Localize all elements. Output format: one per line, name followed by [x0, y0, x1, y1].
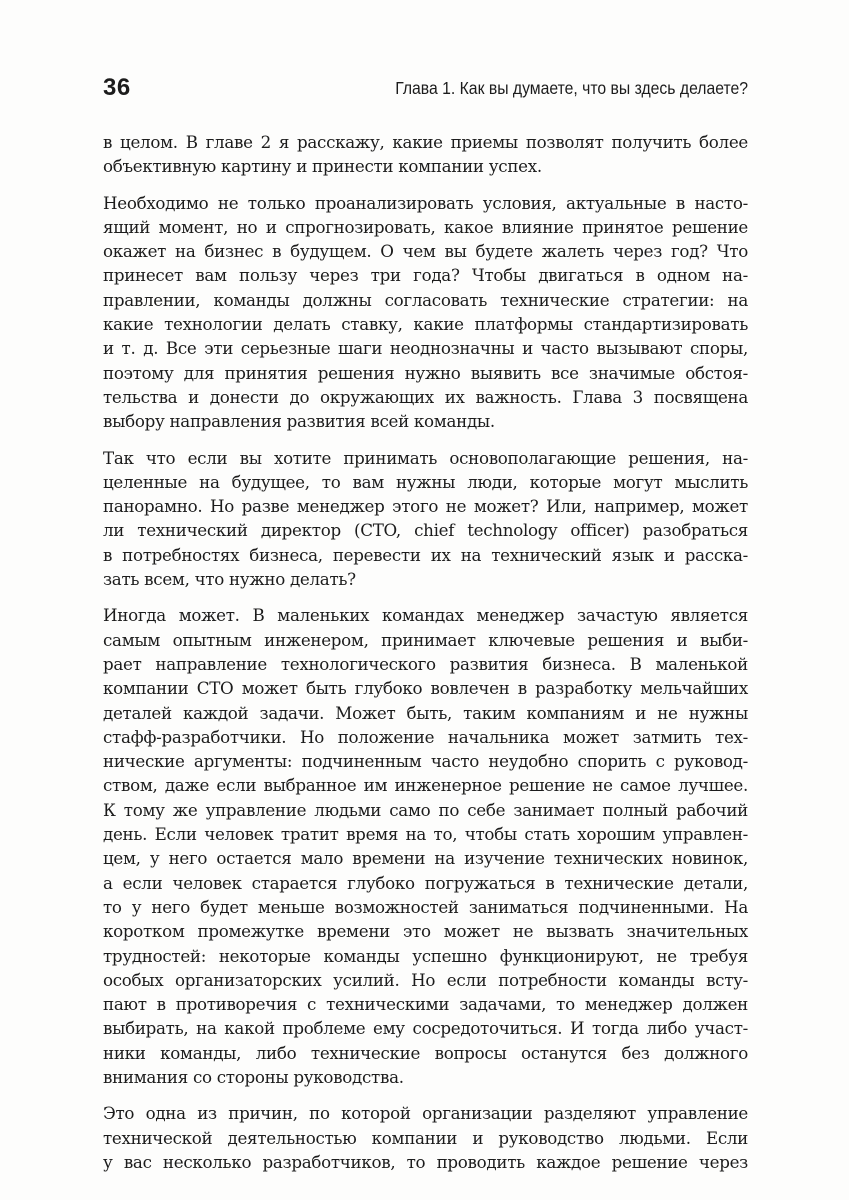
text-line: самым опытным инженером, принимает ключевые решения и выби-	[103, 629, 748, 650]
text-line: у вас несколько разработчиков, то проводить каждое решение через	[103, 1151, 748, 1172]
text-line: объективную картину и принести компании успех.	[103, 156, 542, 177]
text-line: окажет на бизнес в будущем. О чем вы будете жалеть через год? Что	[103, 241, 748, 262]
text-line: нические аргументы: подчиненным часто неудобно спорить с руковод-	[103, 751, 748, 772]
paragraph	[103, 1101, 748, 1174]
text-line: технической деятельностью компании и руководство людьми. Если	[103, 1127, 748, 1148]
text-line: Так что если вы хотите принимать основополагающие решения, на-	[103, 447, 748, 468]
paragraph	[103, 446, 748, 592]
text-line: ники команды, либо технические вопросы останутся без должного	[103, 1042, 748, 1063]
text-line: компании CTO может быть глубоко вовлечен в разработку мельчайших	[103, 678, 748, 699]
text-line: в целом. В главе 2 я расскажу, какие приемы позволят получить более	[103, 132, 748, 152]
text-line: то у него будет меньше возможностей заниматься подчиненными. На	[103, 896, 748, 917]
text-line: и т. д. Все эти серьезные шаги неоднозначны и часто вызывают споры,	[103, 338, 748, 359]
text-line: Иногда может. В маленьких командах менеджер зачастую является	[103, 605, 748, 626]
text-line: стафф-разработчики. Но положение начальника может затмить тех-	[103, 726, 748, 747]
text-line: целенные на будущее, то вам нужны люди, которые могут мыслить	[103, 471, 748, 492]
text-line: день. Если человек тратит время на то, чтобы стать хорошим управлен-	[103, 824, 748, 845]
text-line: пают в противоречия с техническими задачами, то менеджер должен	[103, 994, 748, 1015]
running-head	[103, 74, 748, 104]
text-line: особых организаторских усилий. Но если потребности команды всту-	[103, 969, 748, 990]
text-line: панорамно. Но разве менеджер этого не может? Или, например, может	[103, 496, 748, 517]
paragraph	[103, 130, 748, 179]
text-line: цем, у него остается мало времени на изучение технических новинок,	[103, 848, 748, 869]
page-number: 36	[103, 74, 131, 101]
text-line: Это одна из причин, по которой организации разделяют управление	[103, 1103, 748, 1124]
body-text	[103, 130, 748, 1186]
text-line: выбирать, на какой проблеме ему сосредоточиться. И тогда либо участ-	[103, 1018, 748, 1039]
text-line: зать всем, что нужно делать?	[103, 569, 356, 590]
text-line: ли технический директор (CTO, chief technology officer) разобраться	[103, 520, 748, 541]
chapter-title: Глава 1. Как вы думаете, что вы здесь делаете?	[395, 78, 748, 98]
text-line: деталей каждой задачи. Может быть, таким компаниям и не нужны	[103, 702, 748, 723]
text-line: коротком промежутке времени это может не вызвать значительных	[103, 921, 748, 942]
text-line: К тому же управление людьми само по себе занимает полный рабочий	[103, 799, 748, 820]
text-line: принесет вам пользу через три года? Чтобы двигаться в одном на-	[103, 265, 748, 286]
text-line: какие технологии делать ставку, какие платформы стандартизировать	[103, 314, 748, 335]
text-line: трудностей: некоторые команды успешно функционируют, не требуя	[103, 945, 748, 966]
text-line: внимания со стороны руководства.	[103, 1066, 404, 1087]
text-line: рает направление технологического развития бизнеса. В маленькой	[103, 653, 748, 674]
text-line: правлении, команды должны согласовать технические стратегии: на	[103, 289, 748, 310]
text-line: ящий момент, но и спрогнозировать, какое влияние принятое решение	[103, 216, 748, 237]
text-line: тельства и донести до окружающих их важность. Глава 3 посвящена	[103, 386, 748, 407]
text-line: поэтому для принятия решения нужно выявить все значимые обстоя-	[103, 362, 748, 383]
text-line: выбору направления развития всей команды.	[103, 411, 495, 432]
paragraph	[103, 603, 748, 1089]
text-line: в потребностях бизнеса, перевести их на технический язык и расска-	[103, 544, 748, 565]
text-line: а если человек старается глубоко погружаться в технические детали,	[103, 872, 748, 893]
text-line: Необходимо не только проанализировать условия, актуальные в насто-	[103, 192, 748, 213]
text-line: ством, даже если выбранное им инженерное решение не самое лучшее.	[103, 775, 748, 796]
paragraph	[103, 191, 748, 434]
